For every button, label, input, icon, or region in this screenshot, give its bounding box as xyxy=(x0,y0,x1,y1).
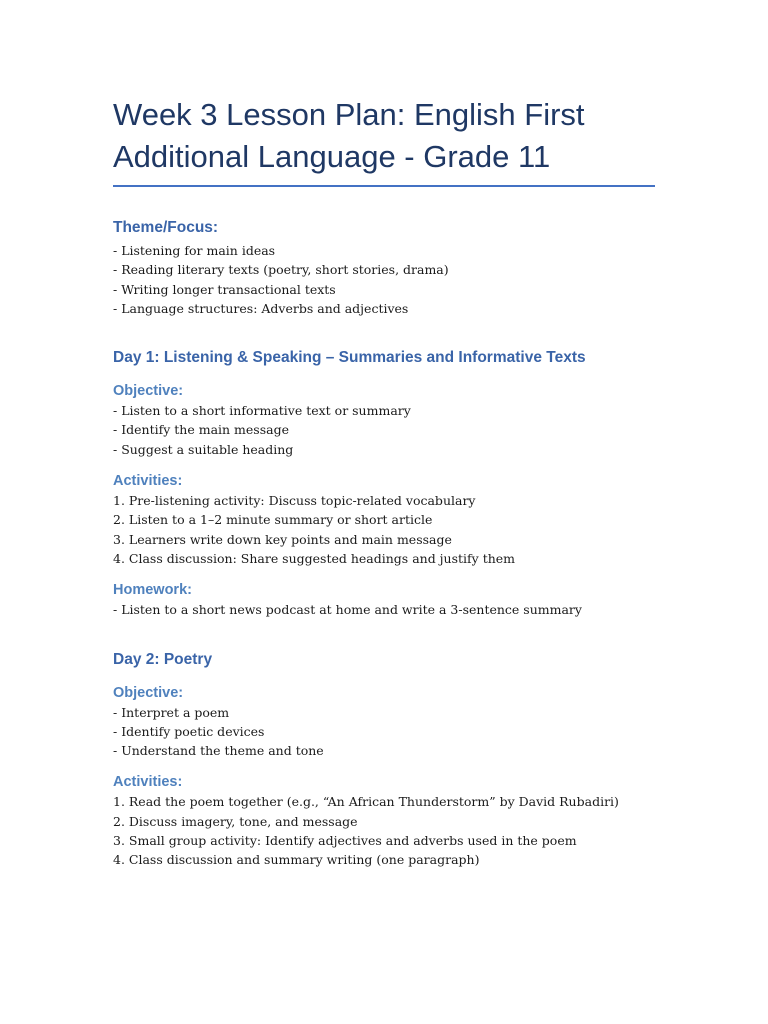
document-body xyxy=(113,94,673,870)
list-item: 4. Class discussion: Share suggested headings and justify them xyxy=(113,550,516,566)
list-item: 4. Class discussion and summary writing (one paragraph) xyxy=(113,852,480,868)
list-item: - Language structures: Adverbs and adjectives xyxy=(113,300,409,316)
day2-heading: Day 2: Poetry xyxy=(113,650,213,668)
list-item: 2. Discuss imagery, tone, and message xyxy=(113,813,358,829)
day1-activities-heading: Activities: xyxy=(113,473,183,490)
list-item: - Listen to a short news podcast at home and write a 3-sentence summary xyxy=(113,602,582,618)
day1-objective-heading: Objective: xyxy=(113,383,184,400)
page-title: Week 3 Lesson Plan: English First Additional Language - Grade 11 xyxy=(113,97,585,174)
day1-activities-list xyxy=(113,491,673,568)
list-item: - Listen to a short informative text or summary xyxy=(113,403,411,419)
list-item: 3. Learners write down key points and main message xyxy=(113,531,452,547)
list-item: - Suggest a suitable heading xyxy=(113,441,294,457)
list-item: - Interpret a poem xyxy=(113,704,230,720)
list-item: - Listening for main ideas xyxy=(113,243,276,258)
day2-activities-list xyxy=(113,792,673,869)
day2-activities-heading: Activities: xyxy=(113,774,183,791)
list-item: - Reading literary texts (poetry, short stories, drama) xyxy=(113,262,449,278)
day1-heading: Day 1: Listening & Speaking – Summaries and Informative Texts xyxy=(113,349,586,367)
title-underline xyxy=(113,185,655,187)
theme-list xyxy=(113,241,673,318)
list-item: 3. Small group activity: Identify adjectives and adverbs used in the poem xyxy=(113,833,577,849)
list-item: - Understand the theme and tone xyxy=(113,743,324,759)
list-item: 1. Pre-listening activity: Discuss topic-related vocabulary xyxy=(113,493,476,509)
day2-objective-heading: Objective: xyxy=(113,684,184,701)
theme-heading: Theme/Focus: xyxy=(113,219,219,236)
list-item: 1. Read the poem together (e.g., “An African Thunderstorm” by David Rubadiri) xyxy=(113,794,619,810)
day1-homework-heading: Homework: xyxy=(113,582,192,599)
list-item: - Identify poetic devices xyxy=(113,723,265,739)
day1-objective-list xyxy=(113,401,673,459)
day2-objective-list xyxy=(113,703,673,761)
day1-homework-list xyxy=(113,600,673,619)
list-item: - Identify the main message xyxy=(113,422,289,438)
list-item: 2. Listen to a 1–2 minute summary or short article xyxy=(113,512,433,528)
list-item: - Writing longer transactional texts xyxy=(113,281,336,297)
